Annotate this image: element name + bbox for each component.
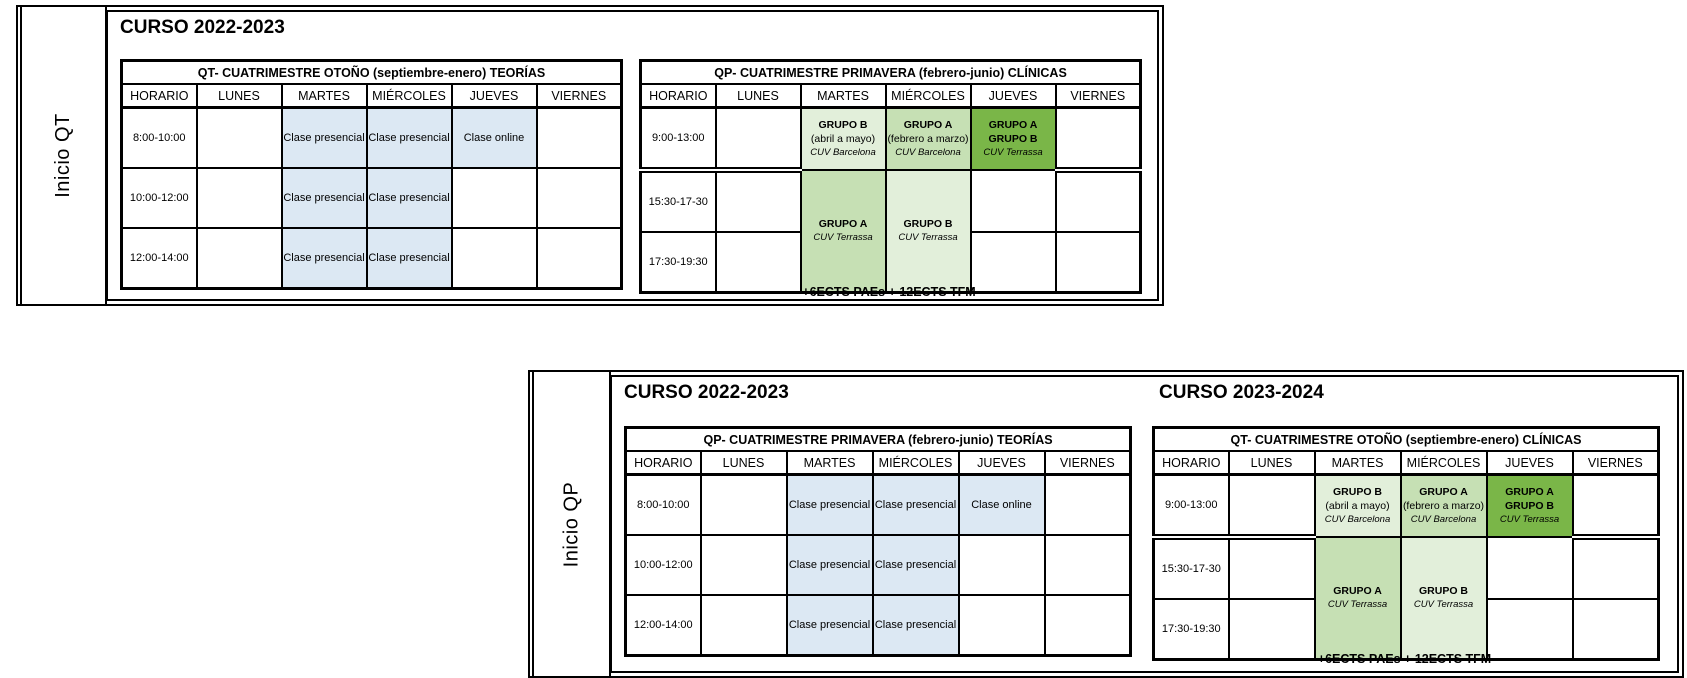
group-location: CUV Barcelona <box>895 147 961 158</box>
empty-cell <box>716 108 801 171</box>
table-row <box>641 108 1141 171</box>
column-header: VIERNES <box>537 84 622 108</box>
footer-note: +6ECTS PAEs + 12ECTS TFM <box>1317 652 1492 666</box>
schedule-block-inicio-qt <box>16 5 1164 306</box>
table-row <box>122 108 622 169</box>
column-header: MIÉRCOLES <box>1401 451 1487 475</box>
empty-cell <box>701 535 787 595</box>
group-cell <box>971 108 1056 171</box>
column-header: MARTES <box>787 451 873 475</box>
column-header: JUEVES <box>959 451 1045 475</box>
class-cell: Clase presencial <box>873 475 959 536</box>
empty-cell <box>701 595 787 656</box>
empty-cell <box>197 228 282 289</box>
timetable-teorias <box>120 59 623 290</box>
empty-cell <box>1056 108 1141 171</box>
empty-cell <box>701 475 787 536</box>
time-cell: 9:00-13:00 <box>1154 475 1229 538</box>
column-header: MIÉRCOLES <box>873 451 959 475</box>
table-title-row <box>641 61 1141 85</box>
empty-cell <box>971 170 1056 232</box>
group-location: CUV Terrassa <box>1499 514 1560 525</box>
group-name: GRUPO B <box>903 218 953 230</box>
column-header: JUEVES <box>1487 451 1573 475</box>
column-header: VIERNES <box>1045 451 1131 475</box>
table-title-row <box>626 428 1131 452</box>
column-header: HORARIO <box>1154 451 1229 475</box>
column-header: HORARIO <box>626 451 701 475</box>
group-cell <box>1487 475 1573 538</box>
class-cell: Clase presencial <box>282 228 367 289</box>
header-row <box>641 84 1141 108</box>
class-cell: Clase presencial <box>787 595 873 656</box>
group-name: GRUPO B <box>988 133 1038 145</box>
timetable-teorias <box>624 426 1132 657</box>
table-row <box>626 535 1131 595</box>
empty-cell <box>1573 475 1659 538</box>
group-cell <box>886 108 971 171</box>
footer-note: +6ECTS PAEs + 12ECTS TFM <box>802 285 976 299</box>
column-header: HORARIO <box>122 84 197 108</box>
group-dates: (febrero a marzo) <box>1402 500 1485 512</box>
course-heading: CURSO 2022-2023 <box>120 17 285 38</box>
group-location: CUV Terrassa <box>898 232 958 243</box>
empty-cell <box>959 595 1045 656</box>
header-row <box>122 84 622 108</box>
group-name: GRUPO A <box>1505 486 1554 498</box>
group-location: CUV Terrassa <box>1327 599 1388 610</box>
side-label-cell <box>532 372 611 676</box>
column-header: JUEVES <box>971 84 1056 108</box>
group-cell-merged <box>886 170 971 293</box>
table-row <box>626 595 1131 656</box>
group-location: CUV Terrassa <box>813 232 873 243</box>
header-row <box>626 451 1131 475</box>
timetable-clinicas <box>639 59 1142 294</box>
class-cell: Clase presencial <box>787 475 873 536</box>
table-row <box>1154 475 1659 538</box>
empty-cell <box>537 168 622 228</box>
table-row <box>1154 537 1659 599</box>
group-name: GRUPO B <box>818 119 868 131</box>
empty-cell <box>971 232 1056 293</box>
time-cell: 12:00-14:00 <box>626 595 701 656</box>
group-name: GRUPO A <box>903 119 953 131</box>
empty-cell <box>1487 537 1573 599</box>
empty-cell <box>1045 475 1131 536</box>
empty-cell <box>452 168 537 228</box>
course-heading: CURSO 2022-2023 <box>624 382 789 403</box>
empty-cell <box>1229 475 1315 538</box>
column-header: LUNES <box>701 451 787 475</box>
group-location: CUV Terrassa <box>983 147 1043 158</box>
group-cell <box>801 108 886 171</box>
time-cell: 10:00-12:00 <box>122 168 197 228</box>
time-cell: 17:30-19:30 <box>1154 599 1229 660</box>
empty-cell <box>1487 599 1573 660</box>
side-label-cell <box>20 7 107 304</box>
empty-cell <box>716 170 801 232</box>
empty-cell <box>1573 537 1659 599</box>
side-label-text: Inicio QT <box>52 113 74 198</box>
empty-cell <box>1056 170 1141 232</box>
column-header: MARTES <box>282 84 367 108</box>
column-header: HORARIO <box>641 84 716 108</box>
column-header: VIERNES <box>1573 451 1659 475</box>
table-row <box>626 475 1131 536</box>
group-cell <box>1315 475 1401 538</box>
table-title-row <box>1154 428 1659 452</box>
empty-cell <box>716 232 801 293</box>
course-heading: CURSO 2023-2024 <box>1159 382 1324 403</box>
group-name: GRUPO A <box>1419 486 1468 498</box>
group-location: CUV Barcelona <box>1410 514 1477 525</box>
group-cell-merged <box>1315 537 1401 660</box>
column-header: MARTES <box>801 84 886 108</box>
timetable-clinicas <box>1152 426 1660 661</box>
side-label-text: Inicio QP <box>560 481 582 567</box>
group-location: CUV Barcelona <box>810 147 876 158</box>
time-cell: 15:30-17-30 <box>1154 537 1229 599</box>
column-header: MIÉRCOLES <box>367 84 452 108</box>
time-cell: 9:00-13:00 <box>641 108 716 171</box>
class-cell: Clase presencial <box>787 535 873 595</box>
column-header: MIÉRCOLES <box>886 84 971 108</box>
class-cell: Clase online <box>959 475 1045 536</box>
group-location: CUV Terrassa <box>1413 599 1474 610</box>
class-cell: Clase presencial <box>873 535 959 595</box>
time-cell: 12:00-14:00 <box>122 228 197 289</box>
schedule-block-inicio-qp <box>528 370 1684 678</box>
empty-cell <box>537 228 622 289</box>
column-header: LUNES <box>1229 451 1315 475</box>
group-name: GRUPO B <box>1332 486 1382 498</box>
empty-cell <box>452 228 537 289</box>
group-cell-merged <box>801 170 886 293</box>
table-row <box>122 168 622 228</box>
group-name: GRUPO A <box>1333 585 1382 597</box>
table-row <box>641 170 1141 232</box>
class-cell: Clase presencial <box>282 108 367 169</box>
time-cell: 8:00-10:00 <box>122 108 197 169</box>
time-cell: 15:30-17-30 <box>641 170 716 232</box>
group-dates: (abril a mayo) <box>810 133 876 145</box>
group-name: GRUPO B <box>1418 585 1468 597</box>
group-name: GRUPO A <box>818 218 868 230</box>
group-location: CUV Barcelona <box>1324 514 1391 525</box>
empty-cell <box>1573 599 1659 660</box>
time-cell: 8:00-10:00 <box>626 475 701 536</box>
group-name: GRUPO B <box>1504 500 1554 512</box>
table-title: QT- CUATRIMESTRE OTOÑO (septiembre-enero) CLÍNICAS <box>1154 428 1659 452</box>
empty-cell <box>1229 537 1315 599</box>
table-title: QP- CUATRIMESTRE PRIMAVERA (febrero-junio) TEORÍAS <box>626 428 1131 452</box>
group-dates: (febrero a marzo) <box>887 133 969 145</box>
class-cell: Clase online <box>452 108 537 169</box>
table-title-row <box>122 61 622 85</box>
column-header: VIERNES <box>1056 84 1141 108</box>
empty-cell <box>1045 535 1131 595</box>
class-cell: Clase presencial <box>367 108 452 169</box>
header-row <box>1154 451 1659 475</box>
column-header: LUNES <box>716 84 801 108</box>
table-title: QP- CUATRIMESTRE PRIMAVERA (febrero-junio) CLÍNICAS <box>641 61 1141 85</box>
empty-cell <box>537 108 622 169</box>
empty-cell <box>1229 599 1315 660</box>
column-header: LUNES <box>197 84 282 108</box>
class-cell: Clase presencial <box>367 168 452 228</box>
group-cell <box>1401 475 1487 538</box>
column-header: MARTES <box>1315 451 1401 475</box>
table-row <box>122 228 622 289</box>
empty-cell <box>1045 595 1131 656</box>
empty-cell <box>197 108 282 169</box>
class-cell: Clase presencial <box>873 595 959 656</box>
time-cell: 17:30-19:30 <box>641 232 716 293</box>
class-cell: Clase presencial <box>282 168 367 228</box>
table-title: QT- CUATRIMESTRE OTOÑO (septiembre-enero) TEORÍAS <box>122 61 622 85</box>
group-dates: (abril a mayo) <box>1325 500 1390 512</box>
empty-cell <box>197 168 282 228</box>
group-name: GRUPO A <box>988 119 1038 131</box>
class-cell: Clase presencial <box>367 228 452 289</box>
empty-cell <box>1056 232 1141 293</box>
empty-cell <box>959 535 1045 595</box>
time-cell: 10:00-12:00 <box>626 535 701 595</box>
group-cell-merged <box>1401 537 1487 660</box>
column-header: JUEVES <box>452 84 537 108</box>
